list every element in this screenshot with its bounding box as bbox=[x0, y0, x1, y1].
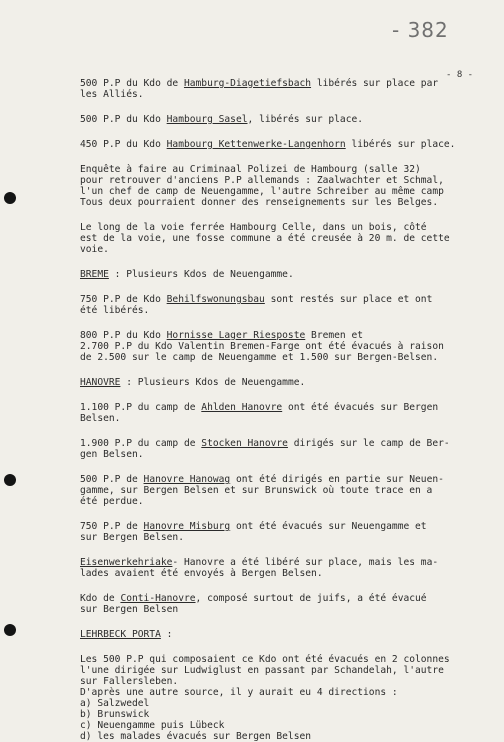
paragraph: 800 P.P du Kdo Hornisse Lager Riesposte Bremen et 2.700 P.P du Kdo Valentin Bremen-Farge ont été évacués à raison de 2.500 sur le camp de Neuengamme et 1.500 sur Bergen-Belsen. bbox=[80, 330, 444, 363]
page-number: - 382 bbox=[392, 18, 449, 42]
paragraph: Eisenwerkehriake- Hanovre a été libéré sur place, mais les ma- lades avaient été envoyés à Bergen Belsen. bbox=[80, 557, 439, 579]
paragraph: 750 P.P de Hanovre Misburg ont été évacués sur Neuengamme et sur Bergen Belsen. bbox=[80, 521, 427, 543]
paragraph: 750 P.P de Kdo Behilfswonungsbau sont restés sur place et ont été libérés. bbox=[80, 294, 433, 316]
punch-hole-icon bbox=[4, 192, 16, 204]
section-heading: BREME : Plusieurs Kdos de Neuengamme. bbox=[80, 269, 294, 280]
paragraph: 450 P.P du Kdo Hambourg Kettenwerke-Langenhorn libérés sur place. bbox=[80, 139, 456, 150]
paragraph: Les 500 P.P qui composaient ce Kdo ont été évacués en 2 colonnes l'une dirigée sur Ludwiglust en passant par Schandelah, l'autre sur Fallersleben. D'après une autre source, il y aurait eu 4 directions : a) Salzwedel b) Brunswick c) Neuengamme puis Lübeck d) les malades évacués sur Bergen Belsen bbox=[80, 654, 450, 742]
punch-hole-icon bbox=[4, 474, 16, 486]
paragraph: Enquête à faire au Criminaal Polizei de Hambourg (salle 32) pour retrouver d'anciens P.P allemands : Zaalwachter et Schmal, l'un chef de camp de Neuengamme, l'autre Schreiber au même camp Tous deux pourraient donner des renseignements sur les Belges. bbox=[80, 164, 444, 208]
document-body bbox=[80, 78, 495, 742]
paragraph: 500 P.P du Kdo de Hamburg-Diagetiefsbach libérés sur place par les Alliés. bbox=[80, 78, 439, 100]
sub-page-number: - 8 - bbox=[446, 70, 474, 80]
paragraph: Le long de la voie ferrée Hambourg Celle, dans un bois, côté est de la voie, une fosse commune a été creusée à 20 m. de cette voie. bbox=[80, 222, 450, 255]
punch-hole-icon bbox=[4, 624, 16, 636]
paragraph: 500 P.P du Kdo Hambourg Sasel, libérés sur place. bbox=[80, 114, 364, 125]
paragraph: 1.900 P.P du camp de Stocken Hanovre dirigés sur le camp de Ber- gen Belsen. bbox=[80, 438, 450, 460]
paragraph: Kdo de Conti-Hanovre, composé surtout de juifs, a été évacué sur Bergen Belsen bbox=[80, 593, 427, 615]
section-heading: HANOVRE : Plusieurs Kdos de Neuengamme. bbox=[80, 377, 306, 388]
paragraph: 500 P.P de Hanovre Hanowag ont été dirigés en partie sur Neuen- gamme, sur Bergen Belsen et sur Brunswick où toute trace en a été perdue. bbox=[80, 474, 444, 507]
section-heading: LEHRBECK PORTA : bbox=[80, 629, 173, 640]
paragraph: 1.100 P.P du camp de Ahlden Hanovre ont été évacués sur Bergen Belsen. bbox=[80, 402, 439, 424]
